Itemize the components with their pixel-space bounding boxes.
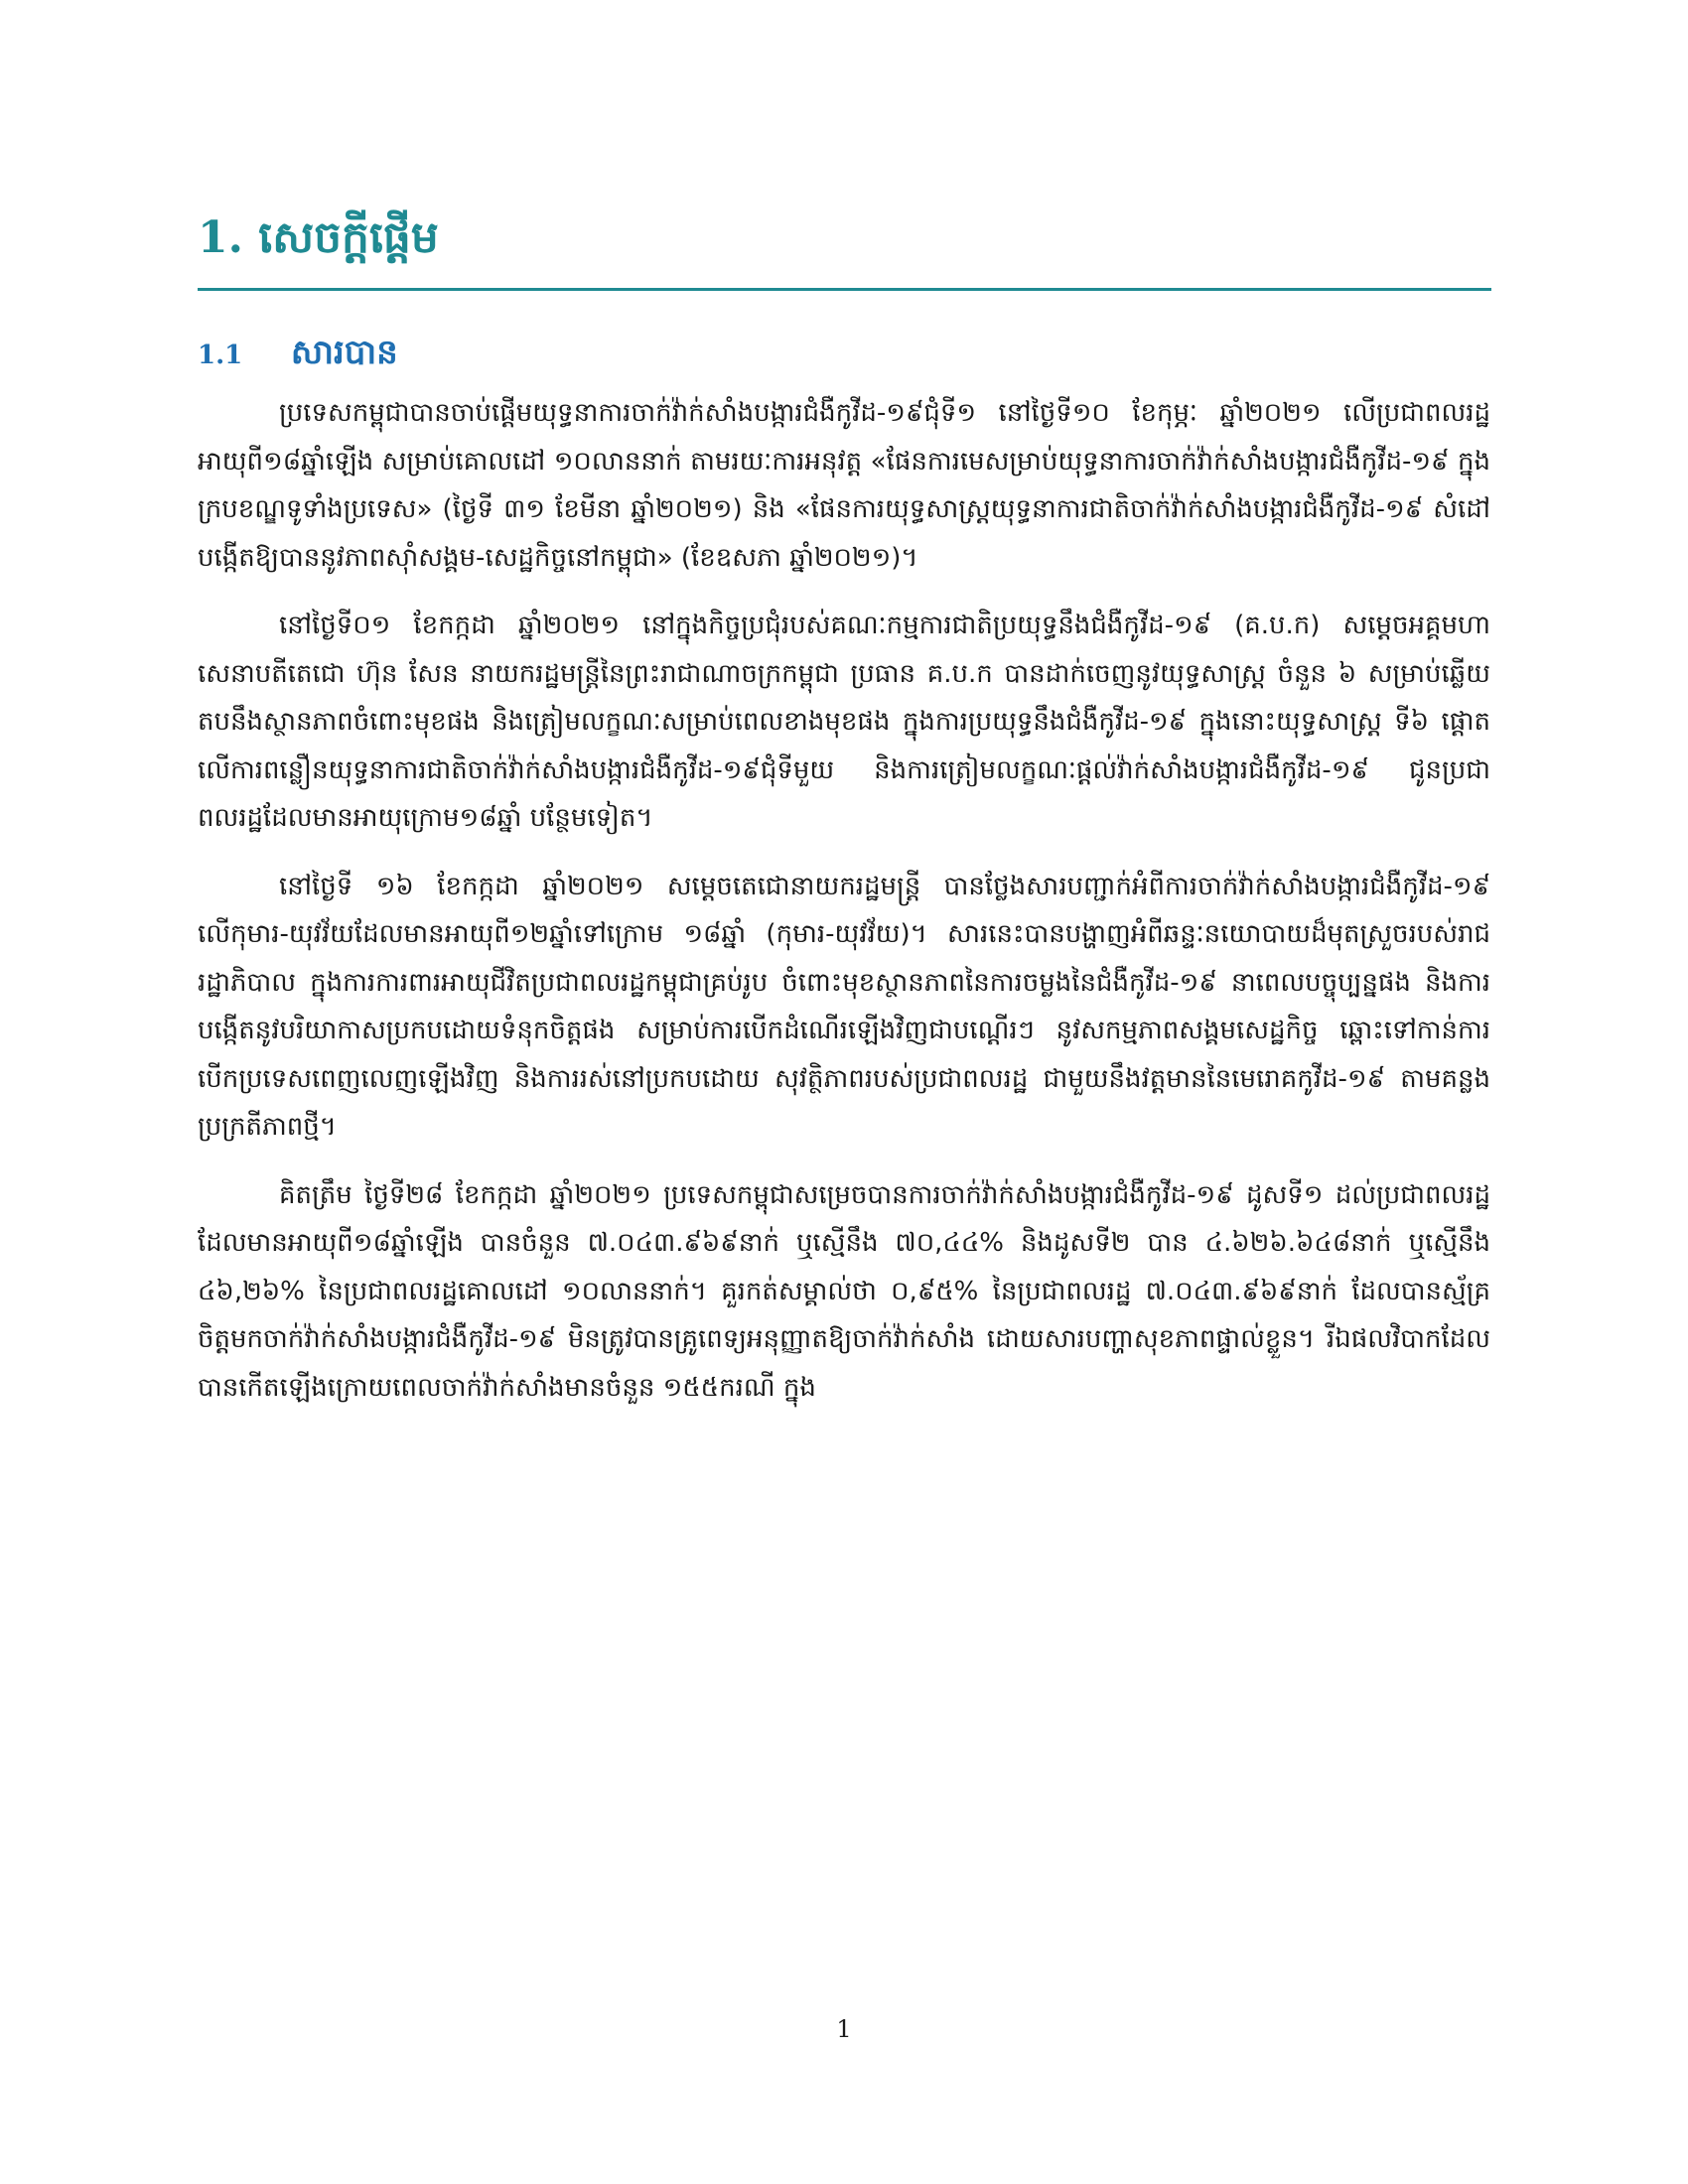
- section-number: 1.1: [198, 341, 243, 370]
- body-text: [198, 389, 1490, 1918]
- chapter-divider: [198, 288, 1491, 291]
- paragraph-4: គិតត្រឹម ថ្ងៃទី២៨ ខែកក្កដា ឆ្នាំ២០២១ ប្រទេសកម្ពុជាសម្រេចបានការចាក់វ៉ាក់សាំងបង្ការជំងឺកូវីដ-១៩ ដូសទី១ ដល់ប្រជាពលរដ្ឋដែលមានអាយុពី១៨ឆ្នាំឡើង បានចំនួន ៧.០៤៣.៩៦៩នាក់ ឬស្មើនឹង ៧០,៤៤% និងដូសទី២ បាន ៤.៦២៦.៦៤៨នាក់ ឬស្មើនឹង ៤៦,២៦% នៃប្រជាពលរដ្ឋគោលដៅ ១០លាននាក់។ គួរកត់សម្គាល់ថា ០,៩៥% នៃប្រជាពលរដ្ឋ ៧.០៤៣.៩៦៩នាក់ ដែលបានស្ម័គ្រចិត្តមកចាក់វ៉ាក់សាំងបង្ការជំងឺកូវីដ-១៩ មិនត្រូវបានគ្រូពេទ្យអនុញ្ញាតឱ្យចាក់វ៉ាក់សាំង ដោយសារបញ្ហាសុខភាពផ្ទាល់ខ្លួន។ រីឯផលវិបាកដែលបានកើតឡើងក្រោយពេលចាក់វ៉ាក់សាំងមានចំនួន ១៥៥ករណី ក្នុង: [198, 1179, 1490, 1403]
- paragraph-2: នៅថ្ងៃទី០១ ខែកក្កដា ឆ្នាំ២០២១ នៅក្នុងកិច្ចប្រជុំរបស់គណៈកម្មការជាតិប្រយុទ្ធនឹងជំងឺកូវីដ-១៩ (គ.ប.ក) សម្តេចអគ្គមហាសេនាបតីតេជោ ហ៊ុន សែន នាយករដ្ឋមន្ត្រីនៃព្រះរាជាណាចក្រកម្ពុជា ប្រធាន គ.ប.ក បានដាក់ចេញនូវយុទ្ធសាស្ត្រ ចំនួន ៦ សម្រាប់ឆ្លើយតបនឹងស្ថានភាពចំពោះមុខផង និងត្រៀមលក្ខណៈសម្រាប់ពេលខាងមុខផង ក្នុងការប្រយុទ្ធនឹងជំងឺកូវីដ-១៩ ក្នុងនោះយុទ្ធសាស្ត្រ ទី៦ ផ្តោតលើការពន្លឿនយុទ្ធនាការជាតិចាក់វ៉ាក់សាំងបង្ការជំងឺកូវីដ-១៩ជុំទីមួយ និងការត្រៀមលក្ខណៈផ្តល់វ៉ាក់សាំងបង្ការជំងឺកូវីដ-១៩ ជូនប្រជាពលរដ្ឋដែលមានអាយុក្រោម១៨ឆ្នាំ បន្ថែមទៀត។: [198, 611, 1490, 833]
- section-heading: [198, 323, 1488, 385]
- page-number: 1: [836, 2015, 852, 2043]
- paragraph-3: នៅថ្ងៃទី ១៦ ខែកក្កដា ឆ្នាំ២០២១ សម្តេចតេជោនាយករដ្ឋមន្ត្រី បានថ្លែងសារបញ្ជាក់អំពីការចាក់វ៉ាក់សាំងបង្ការជំងឺកូវីដ-១៩ លើកុមារ-យុវវ័យដែលមានអាយុពី១២ឆ្នាំទៅក្រោម ១៨ឆ្នាំ (កុមារ-យុវវ័យ)។ សារនេះបានបង្ហាញអំពីឆន្ទៈនយោបាយដ៏មុតស្រួចរបស់រាជរដ្ឋាភិបាល ក្នុងការការពារអាយុជីវិតប្រជាពលរដ្ឋកម្ពុជាគ្រប់រូប ចំពោះមុខស្ថានភាពនៃការចម្លងនៃជំងឺកូវីដ-១៩ នាពេលបច្ចុប្បន្នផង និងការបង្កើតនូវបរិយាកាសប្រកបដោយទំនុកចិត្តផង សម្រាប់ការបើកដំណើរឡើងវិញជាបណ្តើរៗ នូវសកម្មភាពសង្គមសេដ្ឋកិច្ច ឆ្ពោះទៅកាន់ការបើកប្រទេសពេញលេញឡើងវិញ និងការរស់នៅប្រកបដោយ សុវត្ថិភាពរបស់ប្រជាពលរដ្ឋ ជាមួយនឹងវត្តមាននៃមេរោគកូវីដ-១៩ តាមគន្លងប្រក្រតីភាពថ្មី។: [198, 871, 1490, 1142]
- chapter-title: 1. សេចក្តីផ្តើម: [198, 212, 439, 263]
- section-title: សារបាន: [290, 333, 398, 372]
- paragraph-1: ប្រទេសកម្ពុជាបានចាប់ផ្តើមយុទ្ធនាការចាក់វ៉ាក់សាំងបង្ការជំងឺកូវីដ-១៩ជុំទី១ នៅថ្ងៃទី១០ ខែកុម្ភៈ ឆ្នាំ២០២១ លើប្រជាពលរដ្ឋអាយុពី១៨ឆ្នាំឡើង សម្រាប់គោលដៅ ១០លាននាក់ តាមរយៈការអនុវត្ត «ផែនការមេសម្រាប់យុទ្ធនាការចាក់វ៉ាក់សាំងបង្ការជំងឺកូវីដ-១៩ ក្នុងក្របខណ្ឌទូទាំងប្រទេស» (ថ្ងៃទី ៣១ ខែមីនា ឆ្នាំ២០២១) និង «ផែនការយុទ្ធសាស្ត្រយុទ្ធនាការជាតិចាក់វ៉ាក់សាំងបង្ការជំងឺកូវីដ-១៩ សំដៅបង្កើតឱ្យបាននូវភាពស៊ាំសង្គម-សេដ្ឋកិច្ចនៅកម្ពុជា» (ខែឧសភា ឆ្នាំ២០២១)។: [198, 398, 1490, 573]
